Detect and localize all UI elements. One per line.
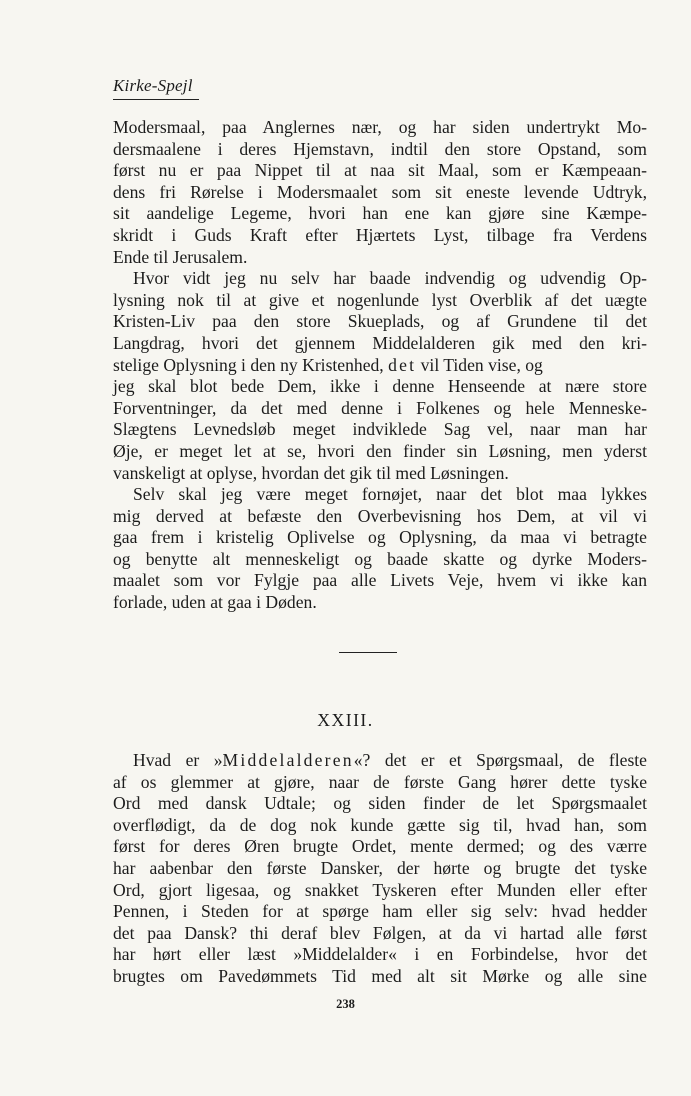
header-rule — [113, 99, 199, 100]
text-line: Ord, gjort ligesaa, og snakket Tyskeren efter Munden eller efter — [113, 879, 647, 900]
text-line: har aabenbar den første Dansker, der hørte og brugte det tyske — [113, 857, 647, 878]
text-line: lysning nok til at give et nogenlunde lyst Overblik af det uægte — [113, 289, 647, 310]
text-line: Selv skal jeg være meget fornøjet, naar det blot maa lykkes — [133, 484, 647, 505]
text-line: Forventninger, da det med denne i Folkenes og hele Menneske- — [113, 397, 647, 418]
text-line: har hørt eller læst »Middelalder« i en Forbindelse, hvor det — [113, 944, 647, 965]
text-line: dersmaalene i deres Hjemstavn, indtil den store Opstand, som — [113, 138, 647, 159]
emphasized-word: Middelalderen — [222, 750, 354, 770]
text-line: jeg skal blot bede Dem, ikke i denne Henseende at nære store — [113, 376, 647, 397]
emphasized-word: det — [388, 354, 417, 375]
text-segment: Hvad er » — [133, 750, 223, 770]
text-line: maalet som vor Fylgje paa alle Livets Veje, hvem vi ikke kan — [113, 570, 647, 591]
text-line: først for deres Øren brugte Ordet, mente dermed; og des værre — [113, 836, 647, 857]
text-line: Modersmaal, paa Anglernes nær, og har siden undertrykt Mo- — [113, 117, 647, 137]
text-line: Øje, er meget let at se, hvori den finder sin Løsning, men yderst — [113, 440, 647, 461]
running-header: Kirke-Spejl — [113, 76, 193, 95]
text-line: Hvor vidt jeg nu selv har baade indvendig og udvendig Op- — [133, 268, 647, 289]
body-text-bottom — [113, 750, 647, 988]
text-line: forlade, uden at gaa i Døden. — [113, 592, 317, 613]
text-segment: «? det er et Spørgsmaal, de fleste — [353, 750, 647, 770]
page-number: 238 — [336, 997, 355, 1011]
text-line: først nu er paa Nippet til at naa sit Maal, som er Kæmpeaan- — [113, 160, 647, 181]
text-line: Kristen-Liv paa den store Skueplads, og af Grundene til det — [113, 311, 647, 332]
text-line — [113, 750, 647, 772]
text-line: sit aandelige Legeme, hvori han ene kan gjøre sine Kæmpe- — [113, 203, 647, 224]
text-segment: vil Tiden vise, og — [416, 354, 543, 375]
text-line: af os glemmer at gjøre, naar de første Gang hører dette tyske — [113, 771, 647, 792]
text-line: Ord med dansk Udtale; og siden finder de let Spørgsmaalet — [113, 793, 647, 814]
text-line: Langdrag, hvori det gjennem Middelalderen gik med den kri- — [113, 332, 647, 353]
text-line: Ende til Jerusalem. — [113, 246, 248, 267]
text-line: og benytte alt menneskeligt og baade skatte og dyrke Moders- — [113, 548, 647, 569]
text-line: overflødigt, da de dog nok kunde gætte sig til, hvad han, som — [113, 814, 647, 835]
text-line: brugtes om Pavedømmets Tid med alt sit Mørke og alle sine — [113, 965, 647, 986]
text-line: vanskeligt at oplyse, hvordan det gik til med Løsningen. — [113, 462, 509, 483]
text-line: Pennen, i Steden for at spørge ham eller sig selv: hvad hedder — [113, 901, 647, 922]
text-line: dens fri Rørelse i Modersmaalet som sit eneste levende Udtryk, — [113, 181, 647, 202]
text-line: gaa frem i kristelig Oplivelse og Oplysning, da maa vi betragte — [113, 527, 647, 548]
chapter-heading: XXIII. — [317, 710, 374, 730]
text-segment: stelige Oplysning i den ny Kristenhed, — [113, 354, 384, 375]
text-line: mig derved at befæste den Overbevisning hos Dem, at vil vi — [113, 505, 647, 526]
text-line — [113, 355, 647, 377]
body-text-top — [113, 117, 647, 614]
text-line: det paa Dansk? thi deraf blev Følgen, at da vi hartad alle først — [113, 922, 647, 943]
section-divider — [339, 652, 397, 653]
text-line: Slægtens Levnedsløb meget indviklede Sag vel, naar man har — [113, 419, 647, 440]
text-line: skridt i Guds Kraft efter Hjærtets Lyst, tilbage fra Verdens — [113, 224, 647, 245]
